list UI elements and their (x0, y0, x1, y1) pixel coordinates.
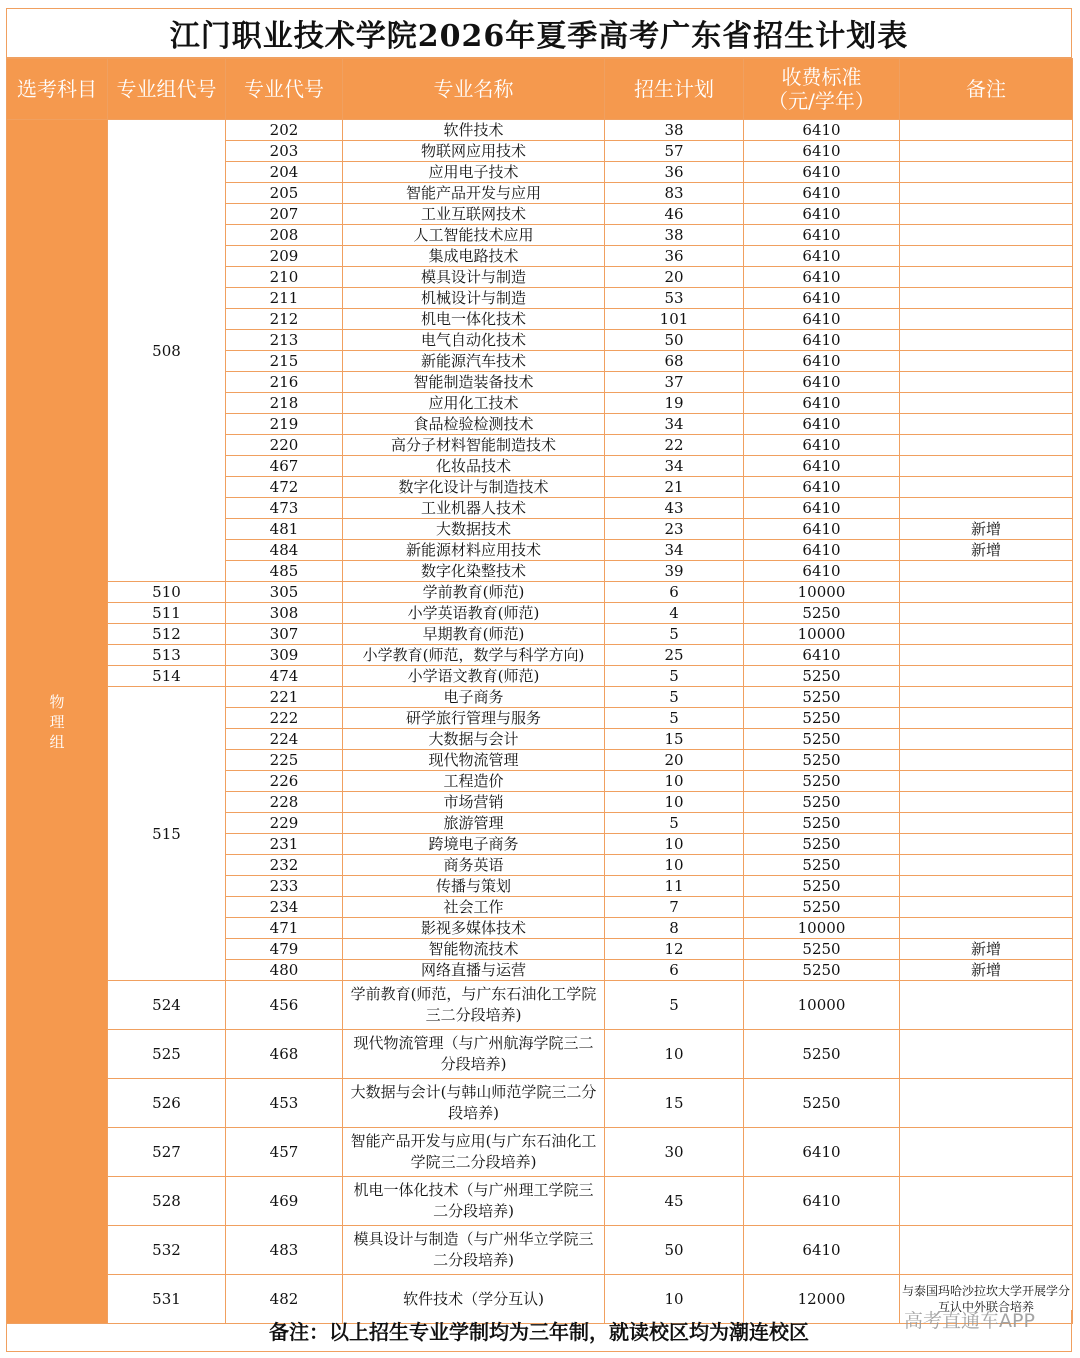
major-code-cell: 480 (226, 960, 343, 981)
fee-cell: 6410 (744, 1128, 900, 1177)
major-code-cell: 307 (226, 624, 343, 645)
fee-cell: 5250 (744, 855, 900, 876)
note-cell (900, 372, 1073, 393)
major-name-cell: 跨境电子商务 (343, 834, 605, 855)
major-code-cell: 226 (226, 771, 343, 792)
major-code-cell: 220 (226, 435, 343, 456)
fee-cell: 6410 (744, 477, 900, 498)
major-name-cell: 食品检验检测技术 (343, 414, 605, 435)
major-code-cell: 231 (226, 834, 343, 855)
fee-cell: 10000 (744, 624, 900, 645)
table-row (7, 645, 1073, 666)
major-code-cell: 467 (226, 456, 343, 477)
header-subject: 选考科目 (7, 59, 108, 120)
note-cell: 新增 (900, 540, 1073, 561)
plan-cell: 50 (605, 330, 744, 351)
note-cell (900, 477, 1073, 498)
table-row (7, 1177, 1073, 1226)
major-name-cell: 模具设计与制造 (343, 267, 605, 288)
group-code-cell: 524 (108, 981, 226, 1030)
major-code-cell: 202 (226, 120, 343, 141)
fee-cell: 6410 (744, 183, 900, 204)
major-name-cell: 智能产品开发与应用 (343, 183, 605, 204)
fee-cell: 5250 (744, 792, 900, 813)
major-code-cell: 213 (226, 330, 343, 351)
major-name-cell: 小学英语教育(师范) (343, 603, 605, 624)
note-cell (900, 981, 1073, 1030)
fee-cell: 6410 (744, 225, 900, 246)
group-code-cell: 510 (108, 582, 226, 603)
fee-cell: 5250 (744, 813, 900, 834)
fee-cell: 6410 (744, 246, 900, 267)
plan-cell: 21 (605, 477, 744, 498)
major-name-cell: 社会工作 (343, 897, 605, 918)
plan-cell: 5 (605, 813, 744, 834)
header-fee (744, 59, 900, 120)
fee-cell: 12000 (744, 1275, 900, 1324)
note-cell (900, 1030, 1073, 1079)
fee-cell: 6410 (744, 414, 900, 435)
major-name-cell: 人工智能技术应用 (343, 225, 605, 246)
note-cell (900, 267, 1073, 288)
plan-cell: 34 (605, 540, 744, 561)
fee-cell: 5250 (744, 729, 900, 750)
note-cell (900, 456, 1073, 477)
major-code-cell: 481 (226, 519, 343, 540)
header-plan: 招生计划 (605, 59, 744, 120)
major-name-cell: 工业互联网技术 (343, 204, 605, 225)
note-cell (900, 141, 1073, 162)
major-name-cell: 早期教育(师范) (343, 624, 605, 645)
group-code-cell: 525 (108, 1030, 226, 1079)
header-major-code: 专业代号 (226, 59, 343, 120)
plan-cell: 10 (605, 1275, 744, 1324)
major-name-cell: 机电一体化技术 (343, 309, 605, 330)
plan-cell: 20 (605, 750, 744, 771)
header-note: 备注 (900, 59, 1073, 120)
plan-cell: 23 (605, 519, 744, 540)
fee-cell: 6410 (744, 393, 900, 414)
major-name-cell: 商务英语 (343, 855, 605, 876)
footer-note: 备注：以上招生专业学制均为三年制，就读校区均为潮连校区 (6, 1310, 1072, 1352)
major-code-cell: 485 (226, 561, 343, 582)
fee-cell: 5250 (744, 897, 900, 918)
plan-cell: 4 (605, 603, 744, 624)
major-name-cell: 化妆品技术 (343, 456, 605, 477)
fee-cell: 5250 (744, 1030, 900, 1079)
major-code-cell: 234 (226, 897, 343, 918)
major-name-cell: 旅游管理 (343, 813, 605, 834)
major-code-cell: 215 (226, 351, 343, 372)
table-row (7, 1128, 1073, 1177)
table-row (7, 120, 1073, 141)
plan-cell: 22 (605, 435, 744, 456)
fee-cell: 6410 (744, 120, 900, 141)
major-code-cell: 203 (226, 141, 343, 162)
fee-cell: 6410 (744, 330, 900, 351)
plan-cell: 57 (605, 141, 744, 162)
major-name-cell: 数字化染整技术 (343, 561, 605, 582)
major-code-cell: 222 (226, 708, 343, 729)
major-code-cell: 224 (226, 729, 343, 750)
major-name-cell: 物联网应用技术 (343, 141, 605, 162)
major-name-cell: 现代物流管理（与广州航海学院三二分段培养) (343, 1030, 605, 1079)
note-cell (900, 204, 1073, 225)
plan-cell: 6 (605, 582, 744, 603)
fee-cell: 5250 (744, 834, 900, 855)
major-code-cell: 484 (226, 540, 343, 561)
fee-cell: 6410 (744, 204, 900, 225)
note-cell (900, 813, 1073, 834)
major-name-cell: 集成电路技术 (343, 246, 605, 267)
fee-cell: 6410 (744, 540, 900, 561)
note-cell (900, 750, 1073, 771)
fee-cell: 6410 (744, 1226, 900, 1275)
major-code-cell: 469 (226, 1177, 343, 1226)
plan-cell: 5 (605, 624, 744, 645)
fee-cell: 5250 (744, 960, 900, 981)
major-name-cell: 电气自动化技术 (343, 330, 605, 351)
major-name-cell: 智能制造装备技术 (343, 372, 605, 393)
major-name-cell: 学前教育(师范，与广东石油化工学院三二分段培养) (343, 981, 605, 1030)
note-cell (900, 834, 1073, 855)
note-cell (900, 309, 1073, 330)
header-major-name: 专业名称 (343, 59, 605, 120)
table-row (7, 1226, 1073, 1275)
fee-cell: 6410 (744, 1177, 900, 1226)
plan-cell: 45 (605, 1177, 744, 1226)
fee-cell: 5250 (744, 771, 900, 792)
plan-cell: 15 (605, 729, 744, 750)
major-name-cell: 模具设计与制造（与广州华立学院三二分段培养) (343, 1226, 605, 1275)
table-row (7, 666, 1073, 687)
table-row (7, 624, 1073, 645)
fee-cell: 5250 (744, 687, 900, 708)
fee-cell: 10000 (744, 918, 900, 939)
major-code-cell: 228 (226, 792, 343, 813)
major-code-cell: 305 (226, 582, 343, 603)
plan-cell: 10 (605, 855, 744, 876)
major-name-cell: 电子商务 (343, 687, 605, 708)
plan-cell: 25 (605, 645, 744, 666)
note-cell (900, 288, 1073, 309)
plan-cell: 39 (605, 561, 744, 582)
plan-cell: 6 (605, 960, 744, 981)
note-cell (900, 708, 1073, 729)
major-code-cell: 456 (226, 981, 343, 1030)
fee-cell: 5250 (744, 750, 900, 771)
major-code-cell: 205 (226, 183, 343, 204)
table-row (7, 603, 1073, 624)
plan-cell: 10 (605, 792, 744, 813)
major-name-cell: 网络直播与运营 (343, 960, 605, 981)
note-cell (900, 687, 1073, 708)
note-cell (900, 1226, 1073, 1275)
note-cell: 新增 (900, 939, 1073, 960)
group-code-cell: 528 (108, 1177, 226, 1226)
group-code-cell: 515 (108, 687, 226, 981)
header-fee-line2: （元/学年） (768, 89, 875, 113)
major-code-cell: 472 (226, 477, 343, 498)
plan-cell: 12 (605, 939, 744, 960)
plan-cell: 53 (605, 288, 744, 309)
major-code-cell: 209 (226, 246, 343, 267)
major-name-cell: 大数据与会计 (343, 729, 605, 750)
major-name-cell: 新能源材料应用技术 (343, 540, 605, 561)
plan-cell: 37 (605, 372, 744, 393)
plan-cell: 15 (605, 1079, 744, 1128)
plan-cell: 5 (605, 666, 744, 687)
major-code-cell: 211 (226, 288, 343, 309)
header-group-code: 专业组代号 (108, 59, 226, 120)
group-code-cell: 532 (108, 1226, 226, 1275)
table-row (7, 582, 1073, 603)
note-cell (900, 393, 1073, 414)
group-code-cell: 513 (108, 645, 226, 666)
page-title: 江门职业技术学院2026年夏季高考广东省招生计划表 (6, 8, 1072, 58)
table-body (7, 120, 1073, 1324)
major-code-cell: 210 (226, 267, 343, 288)
fee-cell: 5250 (744, 876, 900, 897)
fee-cell: 10000 (744, 981, 900, 1030)
note-cell (900, 561, 1073, 582)
note-cell (900, 666, 1073, 687)
major-name-cell: 软件技术 (343, 120, 605, 141)
major-code-cell: 233 (226, 876, 343, 897)
major-name-cell: 高分子材料智能制造技术 (343, 435, 605, 456)
plan-cell: 38 (605, 120, 744, 141)
table-row (7, 1030, 1073, 1079)
note-cell (900, 435, 1073, 456)
major-name-cell: 市场营销 (343, 792, 605, 813)
group-code-cell: 511 (108, 603, 226, 624)
fee-cell: 10000 (744, 582, 900, 603)
plan-cell: 50 (605, 1226, 744, 1275)
note-cell (900, 876, 1073, 897)
major-code-cell: 232 (226, 855, 343, 876)
group-code-cell: 512 (108, 624, 226, 645)
fee-cell: 6410 (744, 372, 900, 393)
major-code-cell: 229 (226, 813, 343, 834)
group-code-cell: 531 (108, 1275, 226, 1324)
fee-cell: 5250 (744, 603, 900, 624)
major-name-cell: 应用电子技术 (343, 162, 605, 183)
major-name-cell: 影视多媒体技术 (343, 918, 605, 939)
plan-cell: 5 (605, 687, 744, 708)
major-code-cell: 219 (226, 414, 343, 435)
plan-cell: 11 (605, 876, 744, 897)
plan-cell: 10 (605, 834, 744, 855)
fee-cell: 6410 (744, 288, 900, 309)
note-cell (900, 645, 1073, 666)
fee-cell: 5250 (744, 666, 900, 687)
plan-cell: 68 (605, 351, 744, 372)
major-name-cell: 现代物流管理 (343, 750, 605, 771)
major-name-cell: 智能物流技术 (343, 939, 605, 960)
note-cell (900, 792, 1073, 813)
major-name-cell: 小学教育(师范，数学与科学方向) (343, 645, 605, 666)
plan-cell: 83 (605, 183, 744, 204)
plan-cell: 20 (605, 267, 744, 288)
note-cell (900, 918, 1073, 939)
plan-cell: 30 (605, 1128, 744, 1177)
major-name-cell: 小学语文教育(师范) (343, 666, 605, 687)
fee-cell: 5250 (744, 939, 900, 960)
note-cell (900, 855, 1073, 876)
note-cell (900, 351, 1073, 372)
note-cell (900, 1128, 1073, 1177)
major-code-cell: 309 (226, 645, 343, 666)
fee-cell: 5250 (744, 1079, 900, 1128)
table-row (7, 1079, 1073, 1128)
major-name-cell: 智能产品开发与应用(与广东石油化工学院三二分段培养) (343, 1128, 605, 1177)
note-cell: 与泰国玛哈沙拉坎大学开展学分互认中外联合培养 (900, 1275, 1073, 1324)
major-code-cell: 308 (226, 603, 343, 624)
note-cell (900, 414, 1073, 435)
plan-cell: 36 (605, 246, 744, 267)
major-code-cell: 216 (226, 372, 343, 393)
major-name-cell: 机电一体化技术（与广州理工学院三二分段培养) (343, 1177, 605, 1226)
fee-cell: 6410 (744, 456, 900, 477)
header-fee-line1: 收费标准 (781, 65, 862, 89)
major-code-cell: 473 (226, 498, 343, 519)
note-cell (900, 624, 1073, 645)
major-name-cell: 大数据与会计(与韩山师范学院三二分段培养) (343, 1079, 605, 1128)
enrollment-plan-table (6, 58, 1073, 1324)
major-code-cell: 212 (226, 309, 343, 330)
plan-cell: 101 (605, 309, 744, 330)
major-name-cell: 数字化设计与制造技术 (343, 477, 605, 498)
fee-cell: 6410 (744, 435, 900, 456)
note-cell: 新增 (900, 960, 1073, 981)
note-cell (900, 225, 1073, 246)
major-code-cell: 207 (226, 204, 343, 225)
major-code-cell: 225 (226, 750, 343, 771)
major-name-cell: 工程造价 (343, 771, 605, 792)
plan-cell: 5 (605, 981, 744, 1030)
plan-cell: 10 (605, 1030, 744, 1079)
major-code-cell: 218 (226, 393, 343, 414)
note-cell (900, 897, 1073, 918)
plan-cell: 34 (605, 456, 744, 477)
fee-cell: 6410 (744, 162, 900, 183)
table-row (7, 981, 1073, 1030)
fee-cell: 6410 (744, 351, 900, 372)
major-name-cell: 应用化工技术 (343, 393, 605, 414)
fee-cell: 6410 (744, 519, 900, 540)
major-name-cell: 学前教育(师范) (343, 582, 605, 603)
major-name-cell: 机械设计与制造 (343, 288, 605, 309)
major-code-cell: 483 (226, 1226, 343, 1275)
major-code-cell: 204 (226, 162, 343, 183)
plan-cell: 38 (605, 225, 744, 246)
fee-cell: 6410 (744, 645, 900, 666)
note-cell (900, 120, 1073, 141)
note-cell (900, 1079, 1073, 1128)
fee-cell: 6410 (744, 267, 900, 288)
major-code-cell: 471 (226, 918, 343, 939)
plan-cell: 10 (605, 771, 744, 792)
plan-cell: 5 (605, 708, 744, 729)
major-name-cell: 大数据技术 (343, 519, 605, 540)
major-code-cell: 453 (226, 1079, 343, 1128)
fee-cell: 6410 (744, 309, 900, 330)
watermark: 高考直通车APP (904, 1310, 1035, 1332)
group-code-cell: 526 (108, 1079, 226, 1128)
major-name-cell: 工业机器人技术 (343, 498, 605, 519)
plan-cell: 19 (605, 393, 744, 414)
group-code-cell: 514 (108, 666, 226, 687)
note-cell (900, 582, 1073, 603)
major-code-cell: 468 (226, 1030, 343, 1079)
fee-cell: 6410 (744, 561, 900, 582)
major-code-cell: 221 (226, 687, 343, 708)
plan-cell: 36 (605, 162, 744, 183)
note-cell (900, 330, 1073, 351)
fee-cell: 5250 (744, 708, 900, 729)
plan-cell: 7 (605, 897, 744, 918)
major-name-cell: 新能源汽车技术 (343, 351, 605, 372)
plan-cell: 43 (605, 498, 744, 519)
major-code-cell: 208 (226, 225, 343, 246)
major-code-cell: 482 (226, 1275, 343, 1324)
major-name-cell: 软件技术（学分互认) (343, 1275, 605, 1324)
note-cell (900, 183, 1073, 204)
major-code-cell: 474 (226, 666, 343, 687)
fee-cell: 6410 (744, 498, 900, 519)
note-cell: 新增 (900, 519, 1073, 540)
fee-cell: 6410 (744, 141, 900, 162)
major-name-cell: 研学旅行管理与服务 (343, 708, 605, 729)
note-cell (900, 498, 1073, 519)
group-code-cell: 508 (108, 120, 226, 582)
group-code-cell: 527 (108, 1128, 226, 1177)
note-cell (900, 246, 1073, 267)
note-cell (900, 771, 1073, 792)
plan-cell: 46 (605, 204, 744, 225)
note-cell (900, 1177, 1073, 1226)
plan-cell: 8 (605, 918, 744, 939)
subject-cell: 物 理 组 (7, 120, 108, 1324)
header-row (7, 59, 1073, 120)
note-cell (900, 729, 1073, 750)
major-code-cell: 479 (226, 939, 343, 960)
plan-cell: 34 (605, 414, 744, 435)
major-code-cell: 457 (226, 1128, 343, 1177)
note-cell (900, 162, 1073, 183)
major-name-cell: 传播与策划 (343, 876, 605, 897)
table-row (7, 687, 1073, 708)
note-cell (900, 603, 1073, 624)
